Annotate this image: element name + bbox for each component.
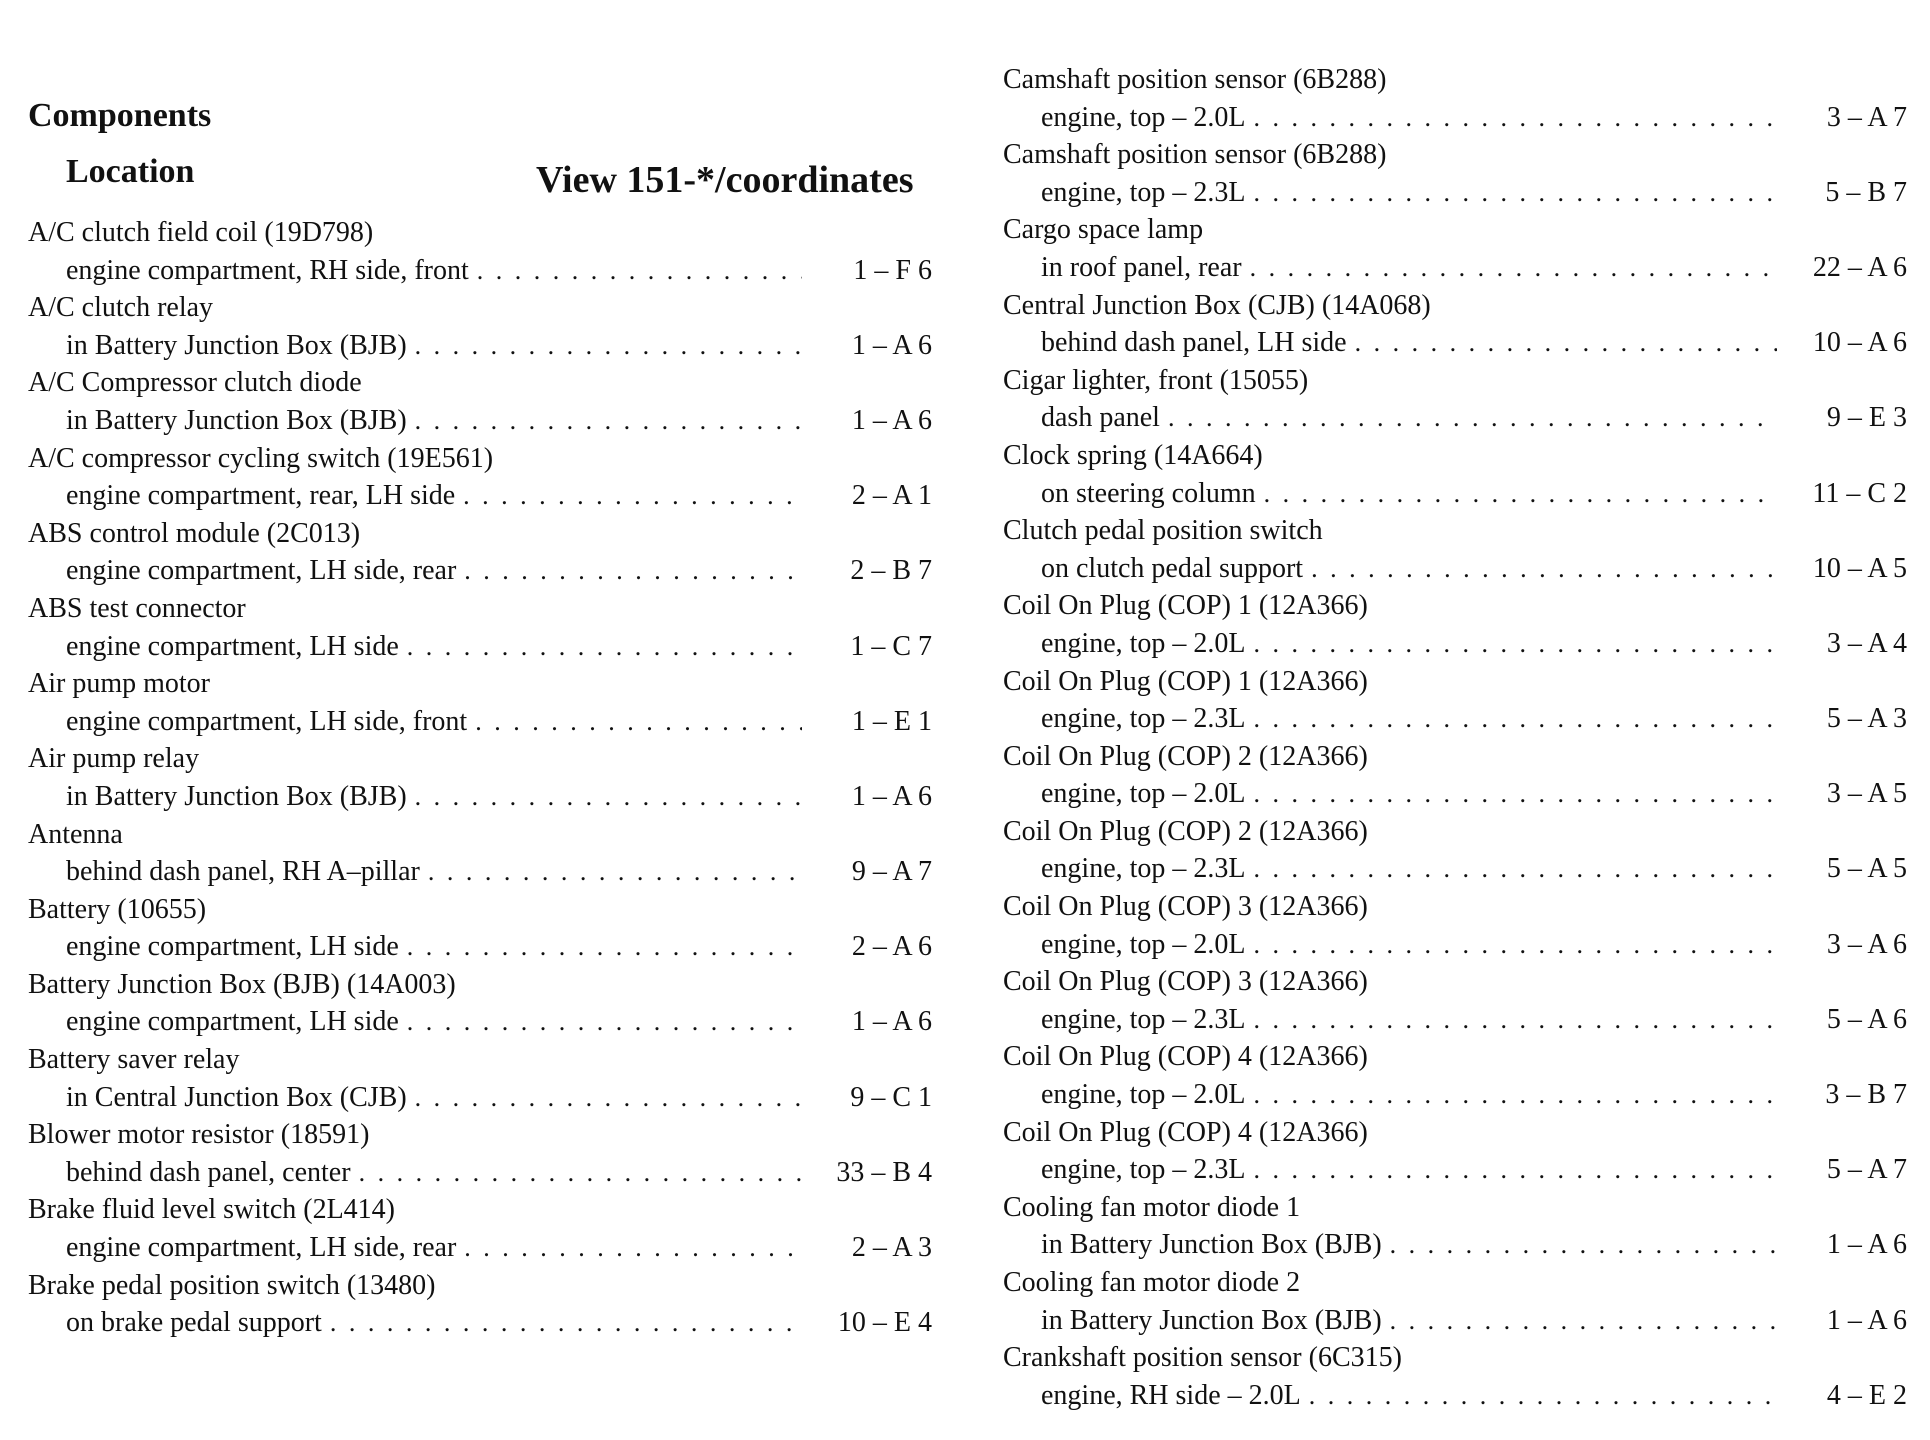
- component-coordinates: 33 – B 4: [836, 1156, 932, 1188]
- component-name: A/C clutch field coil (19D798): [28, 217, 374, 248]
- component-name: Air pump relay: [28, 743, 200, 775]
- component-entry: [1003, 1038, 1907, 1113]
- component-location-row: [1003, 775, 1907, 813]
- component-location: in Battery Junction Box (BJB): [1041, 1304, 1382, 1336]
- component-location-row: [28, 1229, 932, 1267]
- component-location-row: [1003, 1226, 1907, 1264]
- right-component-list: [1003, 61, 1907, 1414]
- dot-leader: [1250, 249, 1777, 287]
- component-coordinates: 3 – A 6: [1826, 928, 1907, 960]
- component-name: Crankshaft position sensor (6C315): [1003, 1342, 1402, 1374]
- component-name: Blower motor resistor (18591): [28, 1119, 370, 1151]
- component-entry: [1003, 61, 1907, 136]
- component-entry: [1003, 888, 1907, 963]
- component-coordinates: 10 – A 6: [1812, 327, 1907, 359]
- component-location: dash panel: [1041, 402, 1160, 434]
- component-location-row: [1003, 324, 1907, 362]
- component-entry: [28, 590, 932, 665]
- dot-leader: [1254, 1151, 1777, 1189]
- component-name: Cargo space lamp: [1003, 214, 1204, 246]
- component-entry: [1003, 211, 1907, 286]
- dot-leader: [1254, 850, 1777, 888]
- component-location: engine, top – 2.0L: [1041, 101, 1246, 133]
- component-location-row: [28, 1304, 932, 1342]
- component-entry: [1003, 512, 1907, 587]
- component-entry: [28, 1116, 932, 1191]
- component-location-row: [28, 1154, 932, 1192]
- view-coordinates-heading: View 151-*/coordinates: [536, 159, 914, 201]
- dot-leader: [1390, 1226, 1777, 1264]
- component-coordinates: 10 – A 5: [1812, 552, 1907, 584]
- dot-leader: [464, 552, 802, 590]
- component-location-row: [1003, 1076, 1907, 1114]
- component-coordinates: 5 – B 7: [1825, 176, 1907, 208]
- component-coordinates: 3 – A 4: [1826, 627, 1907, 659]
- dot-leader: [1309, 1377, 1777, 1415]
- component-coordinates: 1 – E 1: [851, 705, 932, 737]
- component-entry: [1003, 963, 1907, 1038]
- component-location-row: [1003, 625, 1907, 663]
- left-component-list: [28, 214, 932, 1342]
- component-name: Coil On Plug (COP) 2 (12A366): [1003, 815, 1368, 847]
- component-coordinates: 3 – B 7: [1825, 1079, 1907, 1111]
- component-entry: [28, 440, 932, 515]
- component-location-row: [1003, 1151, 1907, 1189]
- component-location: on clutch pedal support: [1041, 552, 1304, 584]
- component-location: in Battery Junction Box (BJB): [1041, 1229, 1382, 1261]
- component-location-row: [1003, 1377, 1907, 1415]
- dot-leader: [359, 1154, 802, 1192]
- component-coordinates: 5 – A 3: [1826, 703, 1907, 735]
- component-entry: [1003, 437, 1907, 512]
- component-location: behind dash panel, LH side: [1041, 327, 1347, 359]
- dot-leader: [330, 1304, 802, 1342]
- component-coordinates: 1 – F 6: [853, 254, 932, 286]
- component-entry: [28, 364, 932, 439]
- component-location-row: [28, 928, 932, 966]
- component-entry: [28, 966, 932, 1041]
- dot-leader: [415, 327, 802, 365]
- component-name: Coil On Plug (COP) 1 (12A366): [1003, 665, 1368, 697]
- component-entry: [1003, 587, 1907, 662]
- component-entry: [28, 891, 932, 966]
- component-location-row: [28, 327, 932, 365]
- component-location-row: [28, 252, 932, 290]
- component-name: Clock spring (14A664): [1003, 439, 1263, 471]
- dot-leader: [1168, 399, 1777, 437]
- component-location-row: [1003, 249, 1907, 287]
- component-location: in Battery Junction Box (BJB): [66, 780, 407, 812]
- component-entry: [1003, 1339, 1907, 1414]
- component-name: Cooling fan motor diode 2: [1003, 1267, 1301, 1298]
- component-location-row: [1003, 926, 1907, 964]
- dot-leader: [407, 628, 802, 666]
- dot-leader: [1254, 1001, 1777, 1039]
- component-coordinates: 11 – C 2: [1812, 477, 1907, 509]
- component-name: A/C Compressor clutch diode: [28, 367, 362, 399]
- component-coordinates: 1 – A 6: [851, 1006, 932, 1038]
- component-location: engine compartment, LH side: [66, 1006, 399, 1038]
- dot-leader: [1254, 926, 1777, 964]
- dot-leader: [1254, 99, 1777, 137]
- section-heading: Components: [28, 97, 212, 134]
- dot-leader: [407, 1003, 802, 1041]
- dot-leader: [415, 1079, 802, 1117]
- component-coordinates: 3 – A 5: [1826, 778, 1907, 810]
- component-name: Camshaft position sensor (6B288): [1003, 64, 1387, 95]
- component-name: Clutch pedal position switch: [1003, 515, 1323, 547]
- dot-leader: [464, 1229, 802, 1267]
- component-entry: [28, 740, 932, 815]
- component-coordinates: 1 – C 7: [850, 630, 932, 662]
- component-entry: [1003, 1264, 1907, 1339]
- component-name: Camshaft position sensor (6B288): [1003, 139, 1387, 171]
- component-name: Coil On Plug (COP) 1 (12A366): [1003, 590, 1368, 622]
- component-entry: [1003, 1189, 1907, 1264]
- component-coordinates: 1 – A 6: [851, 329, 932, 361]
- component-coordinates: 1 – A 6: [1826, 1304, 1907, 1336]
- component-entry: [1003, 663, 1907, 738]
- component-location: in roof panel, rear: [1041, 251, 1242, 283]
- component-location-row: [28, 1003, 932, 1041]
- component-coordinates: 1 – A 6: [1826, 1229, 1907, 1261]
- component-location: engine compartment, RH side, front: [66, 254, 469, 286]
- component-coordinates: 10 – E 4: [837, 1307, 932, 1339]
- component-entry: [1003, 813, 1907, 888]
- component-location: engine compartment, LH side, front: [66, 705, 468, 737]
- component-name: Air pump motor: [28, 668, 210, 700]
- component-name: Battery saver relay: [28, 1044, 240, 1076]
- component-location: in Battery Junction Box (BJB): [66, 329, 407, 361]
- dot-leader: [1254, 700, 1777, 738]
- component-name: Brake fluid level switch (2L414): [28, 1194, 396, 1226]
- component-coordinates: 1 – A 6: [851, 780, 932, 812]
- component-coordinates: 5 – A 5: [1826, 853, 1907, 885]
- component-location: behind dash panel, center: [66, 1156, 351, 1188]
- component-name: Coil On Plug (COP) 3 (12A366): [1003, 891, 1368, 923]
- component-location: on steering column: [1041, 477, 1256, 509]
- component-location-row: [1003, 550, 1907, 588]
- dot-leader: [415, 778, 802, 816]
- component-name: Battery (10655): [28, 893, 207, 925]
- component-entry: [28, 289, 932, 364]
- component-location-row: [28, 703, 932, 741]
- component-entry: [1003, 287, 1907, 362]
- component-coordinates: 4 – E 2: [1826, 1379, 1907, 1411]
- dot-leader: [1254, 1076, 1777, 1114]
- component-entry: [28, 515, 932, 590]
- component-location-row: [1003, 475, 1907, 513]
- component-name: Coil On Plug (COP) 4 (12A366): [1003, 1116, 1368, 1148]
- component-coordinates: 1 – A 6: [851, 404, 932, 436]
- dot-leader: [415, 402, 802, 440]
- dot-leader: [477, 252, 802, 290]
- component-location: engine compartment, LH side, rear: [66, 1232, 457, 1264]
- component-location-row: [28, 477, 932, 515]
- component-name: A/C compressor cycling switch (19E561): [28, 442, 494, 474]
- component-location: behind dash panel, RH A–pillar: [66, 856, 420, 888]
- component-name: Cigar lighter, front (15055): [1003, 364, 1309, 396]
- component-location-row: [28, 402, 932, 440]
- component-entry: [1003, 136, 1907, 211]
- component-coordinates: 3 – A 7: [1826, 101, 1907, 133]
- dot-leader: [407, 928, 802, 966]
- dot-leader: [1254, 625, 1777, 663]
- dot-leader: [1264, 475, 1777, 513]
- component-entry: [1003, 362, 1907, 437]
- dot-leader: [1254, 775, 1777, 813]
- dot-leader: [1390, 1302, 1777, 1340]
- component-name: ABS control module (2C013): [28, 517, 361, 549]
- component-location: engine compartment, LH side: [66, 630, 399, 662]
- dot-leader: [475, 703, 802, 741]
- dot-leader: [1254, 174, 1777, 212]
- component-location: engine, RH side – 2.0L: [1041, 1379, 1301, 1411]
- component-coordinates: 2 – A 1: [851, 480, 932, 512]
- component-name: Coil On Plug (COP) 2 (12A366): [1003, 740, 1368, 772]
- component-location: engine, top – 2.3L: [1041, 703, 1246, 735]
- component-location: engine, top – 2.0L: [1041, 627, 1246, 659]
- component-location-row: [28, 628, 932, 666]
- component-coordinates: 5 – A 6: [1826, 1003, 1907, 1035]
- component-coordinates: 22 – A 6: [1812, 251, 1907, 283]
- component-name: A/C clutch relay: [28, 292, 214, 324]
- component-coordinates: 9 – E 3: [1826, 402, 1907, 434]
- component-location-row: [1003, 1302, 1907, 1340]
- component-coordinates: 2 – A 3: [851, 1232, 932, 1264]
- component-location-row: [28, 853, 932, 891]
- dot-leader: [428, 853, 802, 891]
- component-location: engine, top – 2.0L: [1041, 1079, 1246, 1111]
- component-name: Cooling fan motor diode 1: [1003, 1191, 1301, 1223]
- component-coordinates: 9 – A 7: [851, 856, 932, 888]
- component-location-row: [28, 1079, 932, 1117]
- component-location-row: [28, 778, 932, 816]
- component-entry: [28, 665, 932, 740]
- component-location: in Central Junction Box (CJB): [66, 1081, 407, 1113]
- component-location: engine compartment, rear, LH side: [66, 480, 456, 512]
- component-location-row: [1003, 399, 1907, 437]
- component-location: engine compartment, LH side: [66, 931, 399, 963]
- component-entry: [28, 1191, 932, 1266]
- component-location: on brake pedal support: [66, 1307, 322, 1339]
- dot-leader: [463, 477, 802, 515]
- component-name: Coil On Plug (COP) 3 (12A366): [1003, 966, 1368, 998]
- component-entry: [28, 1267, 932, 1342]
- component-name: Brake pedal position switch (13480): [28, 1269, 436, 1301]
- component-location: engine, top – 2.3L: [1041, 1003, 1246, 1035]
- component-location-row: [1003, 850, 1907, 888]
- component-location: engine, top – 2.3L: [1041, 176, 1246, 208]
- component-location-row: [1003, 174, 1907, 212]
- component-entry: [28, 214, 932, 289]
- component-location: engine, top – 2.0L: [1041, 778, 1246, 810]
- component-name: ABS test connector: [28, 592, 246, 624]
- component-name: Battery Junction Box (BJB) (14A003): [28, 968, 456, 1000]
- component-coordinates: 2 – B 7: [850, 555, 932, 587]
- component-location: engine compartment, LH side, rear: [66, 555, 457, 587]
- component-location-row: [1003, 700, 1907, 738]
- component-name: Antenna: [28, 818, 123, 850]
- component-entry: [28, 1041, 932, 1116]
- dot-leader: [1311, 550, 1777, 588]
- component-name: Central Junction Box (CJB) (14A068): [1003, 289, 1431, 321]
- location-column-heading: Location: [66, 153, 195, 190]
- component-coordinates: 5 – A 7: [1826, 1154, 1907, 1186]
- component-coordinates: 9 – C 1: [850, 1081, 932, 1113]
- component-entry: [1003, 738, 1907, 813]
- component-location-row: [1003, 1001, 1907, 1039]
- component-location-row: [28, 552, 932, 590]
- component-name: Coil On Plug (COP) 4 (12A366): [1003, 1041, 1368, 1073]
- component-location: engine, top – 2.0L: [1041, 928, 1246, 960]
- component-location: in Battery Junction Box (BJB): [66, 404, 407, 436]
- dot-leader: [1355, 324, 1777, 362]
- component-coordinates: 2 – A 6: [851, 931, 932, 963]
- component-entry: [1003, 1114, 1907, 1189]
- component-location: engine, top – 2.3L: [1041, 853, 1246, 885]
- component-location-row: [1003, 99, 1907, 137]
- component-entry: [28, 816, 932, 891]
- component-location: engine, top – 2.3L: [1041, 1154, 1246, 1186]
